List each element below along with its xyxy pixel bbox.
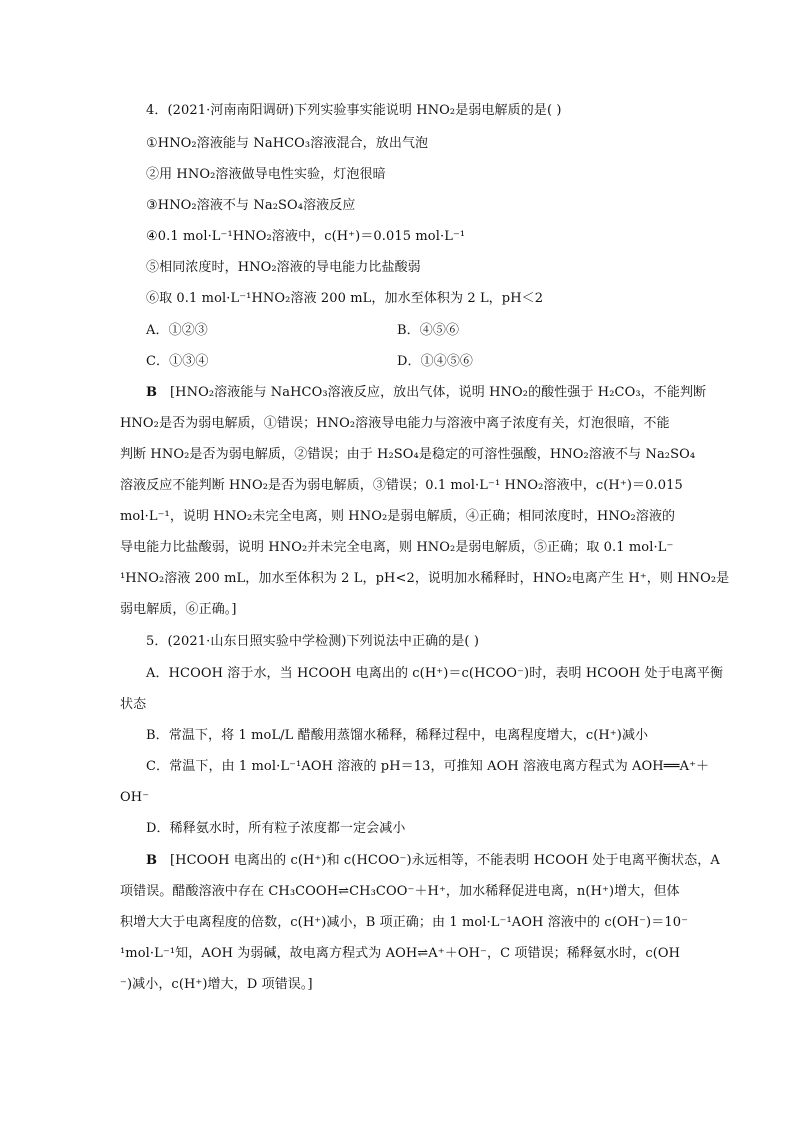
q4-option-d: D．①④⑤⑥ <box>397 354 474 369</box>
q4-option-b: B．④⑤⑥ <box>397 323 460 338</box>
q5-explanation-line-1: [HCOOH 电离出的 c(H⁺)和 c(HCOO⁻)永远相等，不能表明 HCOOH 处于电离平衡状态，A <box>170 853 720 868</box>
q4-answer-letter: B <box>146 385 158 400</box>
q5-option-a-line-1: A．HCOOH 溶于水，当 HCOOH 电离出的 c(H⁺)＝c(HCOO⁻)时，表明 HCOOH 处于电离平衡 <box>146 666 724 681</box>
q5-stem: 5．(2021·山东日照实验中学检测)下列说法中正确的是( ) <box>146 634 480 649</box>
q5-explanation-line-2: 项错误。醋酸溶液中存在 CH₃COOH⇌CH₃COO⁻＋H⁺，加水稀释促进电离，n(H⁺)增大，但体 <box>120 884 680 899</box>
q4-explanation-line-2: HNO₂是否为弱电解质，①错误；HNO₂溶液导电能力与溶液中离子浓度有关，灯泡很暗，不能 <box>120 416 670 431</box>
q5-option-b: B．常温下，将 1 moL/L 醋酸用蒸馏水稀释，稀释过程中，电离程度增大，c(H⁺)减小 <box>146 728 649 743</box>
q5-option-c-line-2: OH⁻ <box>120 790 150 805</box>
q4-item-2: ②用 HNO₂溶液做导电性实验，灯泡很暗 <box>146 167 386 182</box>
q4-option-a: A．①②③ <box>146 323 208 338</box>
q4-option-c: C．①③④ <box>146 354 209 369</box>
q4-explanation-line-3: 判断 HNO₂是否为弱电解质，②错误；由于 H₂SO₄是稳定的可溶性强酸，HNO₂溶液不与 Na₂SO₄ <box>120 447 696 462</box>
q4-explanation-line-7: ¹HNO₂溶液 200 mL，加水至体积为 2 L，pH<2，说明加水稀释时，HNO₂电离产生 H⁺，则 HNO₂是 <box>120 571 730 586</box>
q5-option-c-line-1: C．常温下，由 1 mol·L⁻¹AOH 溶液的 pH＝13，可推知 AOH 溶液电离方程式为 AOH══A⁺＋ <box>146 759 710 774</box>
q4-item-6: ⑥取 0.1 mol·L⁻¹HNO₂溶液 200 mL，加水至体积为 2 L，pH＜2 <box>146 291 544 306</box>
q4-explanation-line-5: mol·L⁻¹，说明 HNO₂未完全电离，则 HNO₂是弱电解质，④正确；相同浓度时，HNO₂溶液的 <box>120 509 676 524</box>
q5-option-a-line-2: 状态 <box>120 697 147 712</box>
q4-item-5: ⑤相同浓度时，HNO₂溶液的导电能力比盐酸弱 <box>146 260 421 275</box>
q5-explanation-line-5: ⁻)减小，c(H⁺)增大，D 项错误。] <box>120 977 313 992</box>
q5-explanation-line-3: 积增大大于电离程度的倍数，c(H⁺)减小，B 项正确；由 1 mol·L⁻¹AOH 溶液中的 c(OH⁻)＝10⁻ <box>120 915 689 930</box>
q4-item-4: ④0.1 mol·L⁻¹HNO₂溶液中，c(H⁺)＝0.015 mol·L⁻¹ <box>146 229 466 244</box>
q4-item-3: ③HNO₂溶液不与 Na₂SO₄溶液反应 <box>146 198 356 213</box>
q4-stem: 4．(2021·河南南阳调研)下列实验事实能说明 HNO₂是弱电解质的是( ) <box>146 103 562 118</box>
q5-explanation-line-4: ¹mol·L⁻¹知，AOH 为弱碱，故电离方程式为 AOH⇌A⁺＋OH⁻，C 项错误；稀释氨水时，c(OH <box>120 946 681 961</box>
q4-item-1: ①HNO₂溶液能与 NaHCO₃溶液混合，放出气泡 <box>146 136 429 151</box>
q4-explanation-line-6: 导电能力比盐酸弱，说明 HNO₂并未完全电离，则 HNO₂是弱电解质，⑤正确；取 0.1 mol·L⁻ <box>120 540 674 555</box>
q5-answer-letter: B <box>146 853 158 868</box>
q4-explanation-line-8: 弱电解质，⑥正确。] <box>120 602 237 617</box>
q4-explanation-line-1: [HNO₂溶液能与 NaHCO₃溶液反应，放出气体，说明 HNO₂的酸性强于 H₂CO₃，不能判断 <box>170 385 707 400</box>
q5-option-d: D．稀释氨水时，所有粒子浓度都一定会减小 <box>146 821 406 836</box>
q4-explanation-line-4: 溶液反应不能判断 HNO₂是否为弱电解质，③错误；0.1 mol·L⁻¹ HNO₂溶液中，c(H⁺)＝0.015 <box>120 478 683 493</box>
